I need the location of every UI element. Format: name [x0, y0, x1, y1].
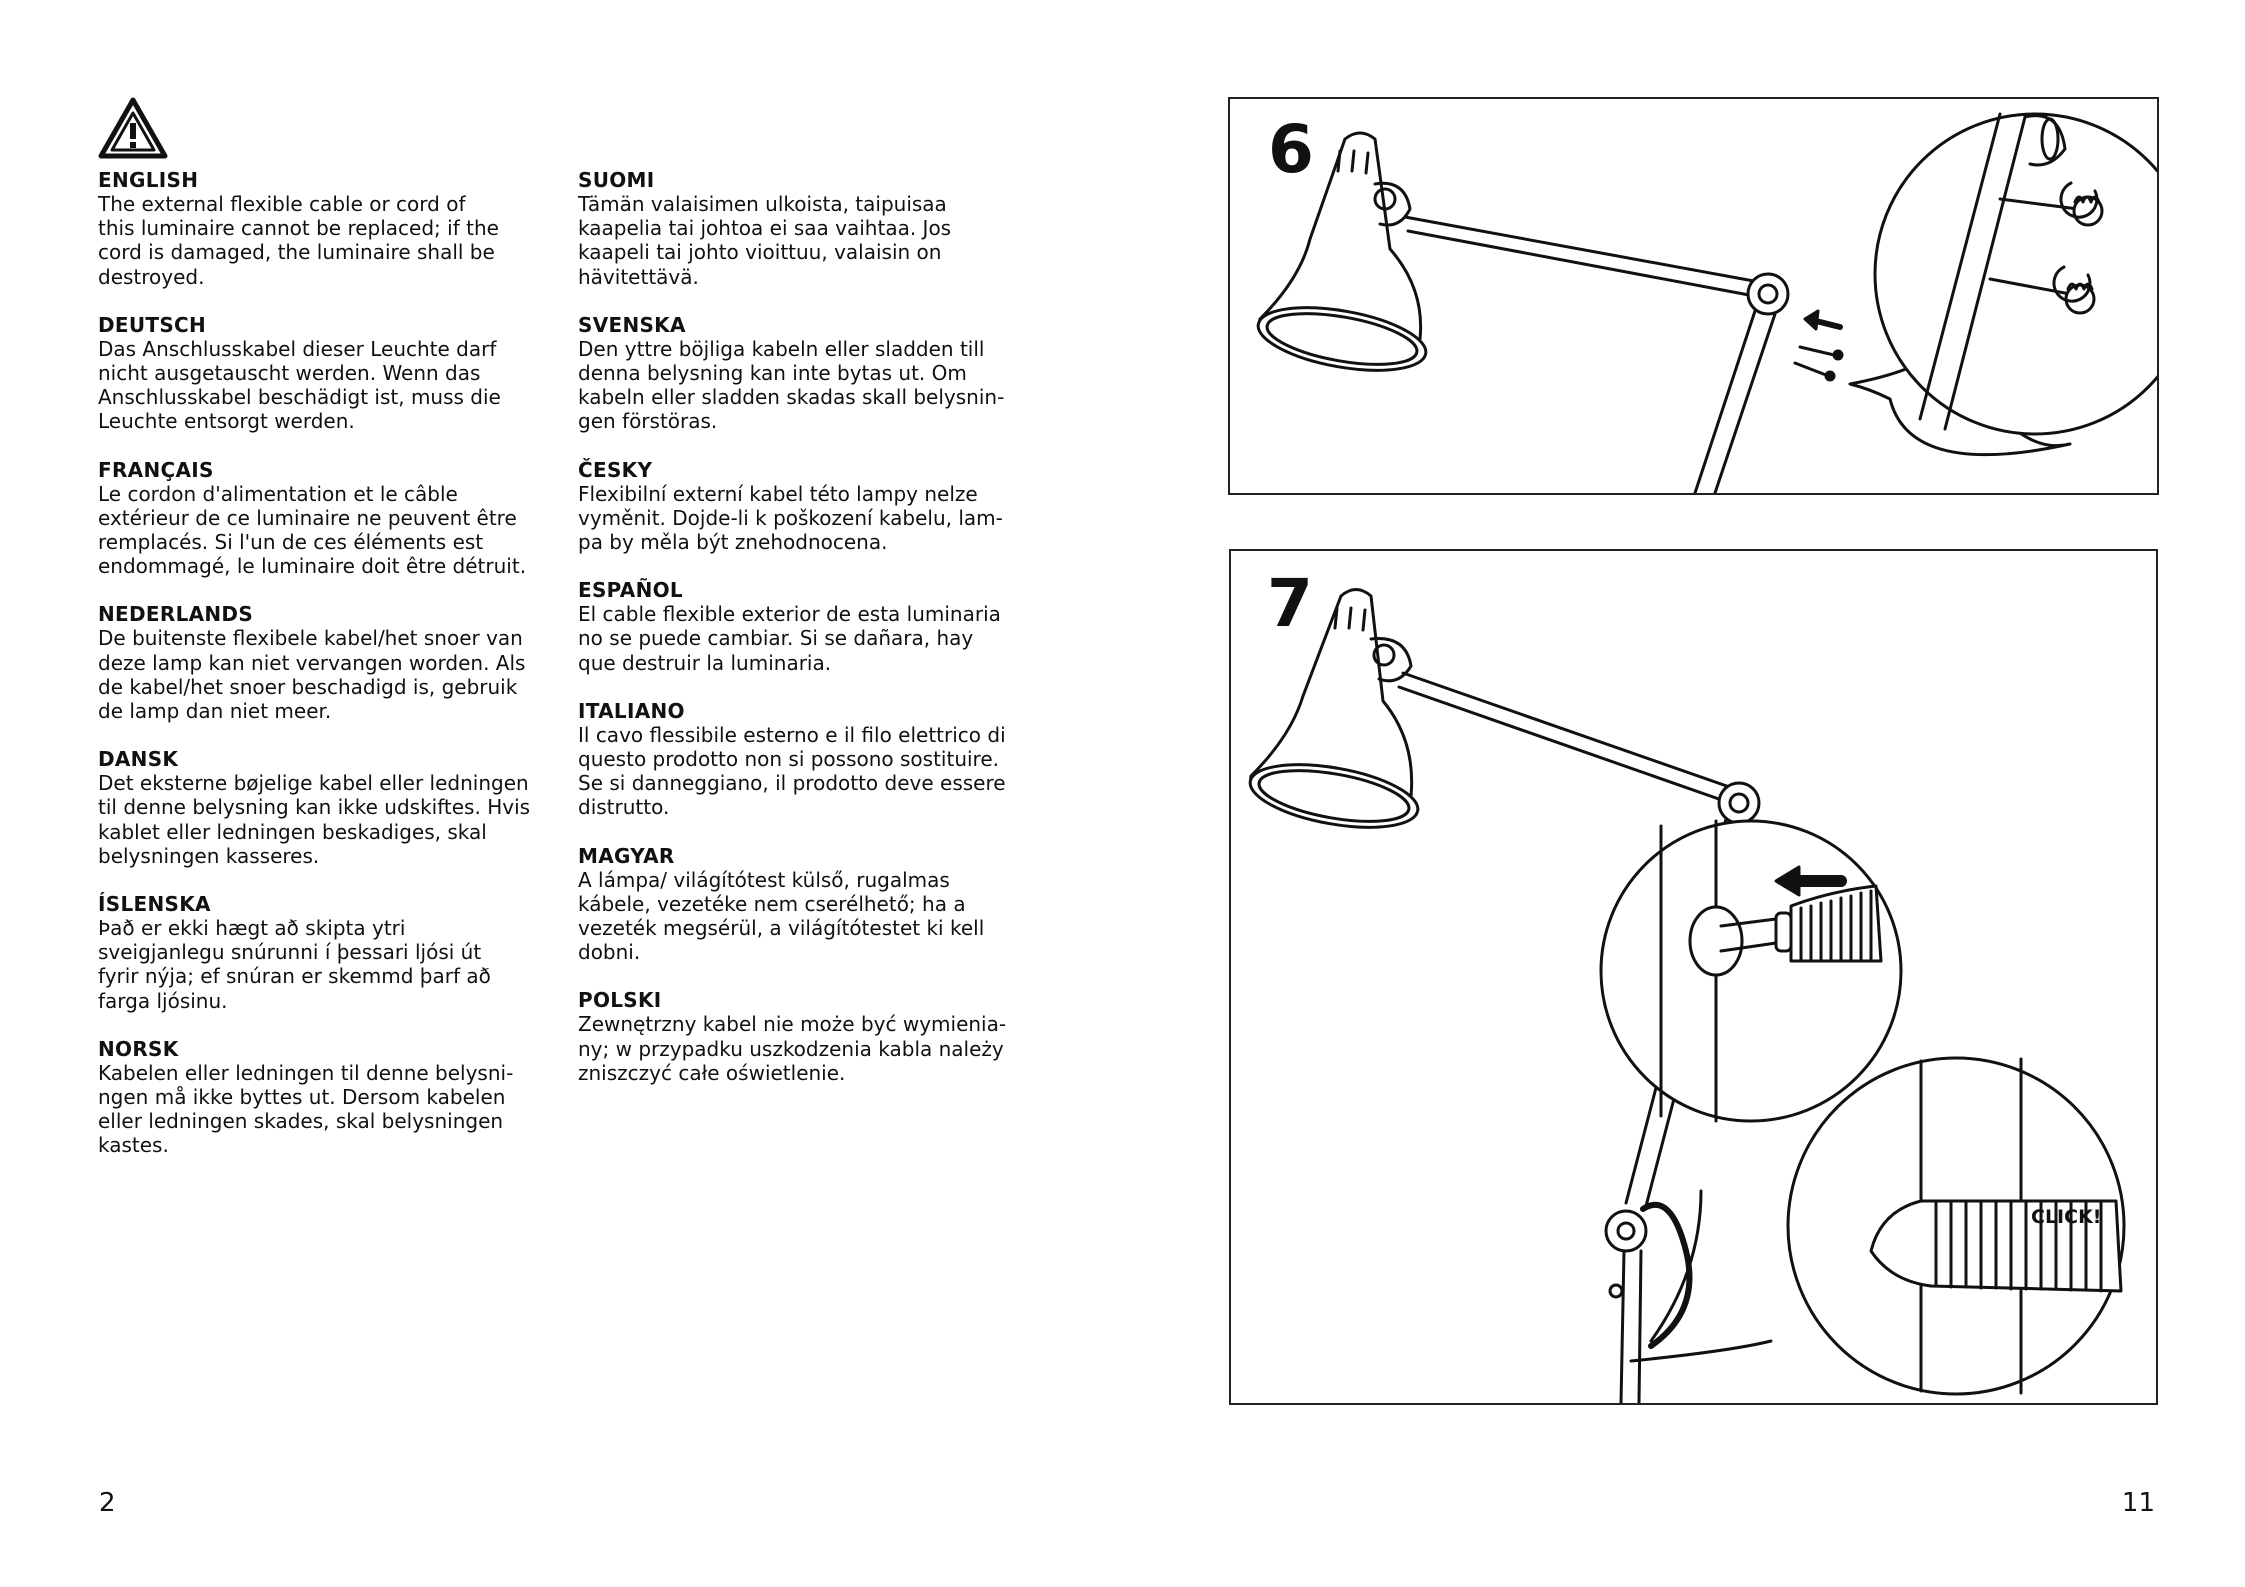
lang-heading: ENGLISH — [98, 168, 199, 192]
lang-text: De buitenste flexibele kabel/het snoer van deze lamp kan niet vervangen worden. Als de kabel/het snoer beschadigd is, gebruik de lamp dan niet meer. — [98, 626, 526, 724]
lang-section-espanol — [578, 578, 1048, 675]
lang-heading: NORSK — [98, 1036, 179, 1061]
lang-section-norsk — [98, 1037, 568, 1158]
lang-text: Tämän valaisimen ulkoista, taipuisaa kaapelia tai johtoa ei saa vaihtaa. Jos kaapeli tai johto vioittuu, valaisin on hävitettävä. — [578, 192, 952, 289]
lang-heading: ITALIANO — [578, 698, 685, 723]
lang-text: El cable flexible exterior de esta luminaria no se puede cambiar. Si se dañara, hay que destruir la luminaria. — [578, 602, 1001, 675]
lang-heading: ČESKY — [578, 457, 653, 482]
lang-heading: DEUTSCH — [98, 312, 207, 337]
lang-text: Flexibilní externí kabel této lampy nelze vyměnit. Dojde-li k poškození kabelu, lam- pa by měla být znehodnocena. — [578, 481, 1003, 555]
lang-text: A lámpa/ világítótest külső, rugalmas kábele, vezetéke nem cserélhető; ha a vezeték megsérül, a világítótestet ki kell dobni. — [578, 867, 985, 965]
lamp-arm-screws-illustration — [1230, 99, 2157, 493]
lang-section-nederlands — [98, 602, 568, 723]
warning-text-column-right — [578, 168, 1048, 1109]
lang-text: Det eksterne bøjelige kabel eller ledningen til denne belysning kan ikke udskiftes. Hvis kablet eller ledningen beskadiges, skal belysningen kasseres. — [98, 771, 531, 868]
lang-text: Das Anschlusskabel dieser Leuchte darf nicht ausgetauscht werden. Wenn das Anschlusskabel beschädigt ist, muss die Leuchte entsorgt werden. — [98, 336, 501, 434]
lang-text: Kabelen eller ledningen til denne belysni- ngen må ikke byttes ut. Dersom kabelen eller ledningen skades, skal belysningen kastes. — [98, 1060, 514, 1158]
lang-section-deutsch — [98, 313, 568, 434]
lang-text: The external flexible cable or cord of this luminaire cannot be replaced; if the cord is damaged, the luminaire shall be destroyed. — [98, 192, 499, 289]
lang-heading: ESPAÑOL — [578, 578, 683, 603]
lang-text: Den yttre böjliga kabeln eller sladden till denna belysning kan inte bytas ut. Om kabeln eller sladden skadas skall belysnin- gen förstöras. — [578, 336, 1005, 434]
lang-text: Il cavo flessibile esterno e il filo elettrico di questo prodotto non si possono sostituire. Se si danneggiano, il prodotto deve essere distrutto. — [578, 722, 1006, 820]
lang-section-english — [98, 168, 568, 289]
click-label: CLICK! — [2031, 1206, 2102, 1228]
lang-section-polski — [578, 988, 1048, 1085]
step-7-panel — [1229, 549, 2158, 1405]
lang-section-francais — [98, 458, 568, 579]
lang-section-italiano — [578, 699, 1048, 820]
warning-text-column-left — [98, 168, 568, 1182]
lang-heading: ÍSLENSKA — [98, 892, 211, 917]
lang-heading: FRANÇAIS — [98, 457, 214, 482]
lang-section-islenska — [98, 892, 568, 1013]
step-6-panel — [1228, 97, 2159, 495]
warning-triangle-icon — [98, 97, 168, 159]
lang-section-svenska — [578, 313, 1048, 434]
lamp-cable-clip-illustration — [1231, 551, 2156, 1403]
lang-heading: NEDERLANDS — [98, 602, 254, 627]
lang-heading: SUOMI — [578, 168, 655, 192]
lang-heading: MAGYAR — [578, 843, 675, 868]
lang-section-cesky — [578, 458, 1048, 555]
step-number: 7 — [1267, 565, 1313, 642]
lang-section-magyar — [578, 844, 1048, 965]
lang-text: Zewnętrzny kabel nie może być wymienia- ny; w przypadku uszkodzenia kabla należy zniszczyć całe oświetlenie. — [578, 1012, 1007, 1085]
page-number-left: 2 — [99, 1488, 116, 1518]
lang-heading: DANSK — [98, 747, 179, 772]
lang-section-dansk — [98, 747, 568, 868]
step-number: 6 — [1268, 111, 1314, 188]
lang-section-suomi — [578, 168, 1048, 289]
lang-heading: POLSKI — [578, 988, 662, 1013]
lang-heading: SVENSKA — [578, 312, 686, 337]
lang-text: Le cordon d'alimentation et le câble extérieur de ce luminaire ne peuvent être remplacés. Si l'un de ces éléments est endommagé, le luminaire doit être détruit. — [98, 481, 527, 579]
page-number-right: 11 — [2121, 1488, 2155, 1518]
lang-text: Það er ekki hægt að skipta ytri sveigjanlegu snúrunni í þessari ljósi út fyrir nýja; ef snúran er skemmd þarf að farga ljósinu. — [98, 916, 491, 1013]
